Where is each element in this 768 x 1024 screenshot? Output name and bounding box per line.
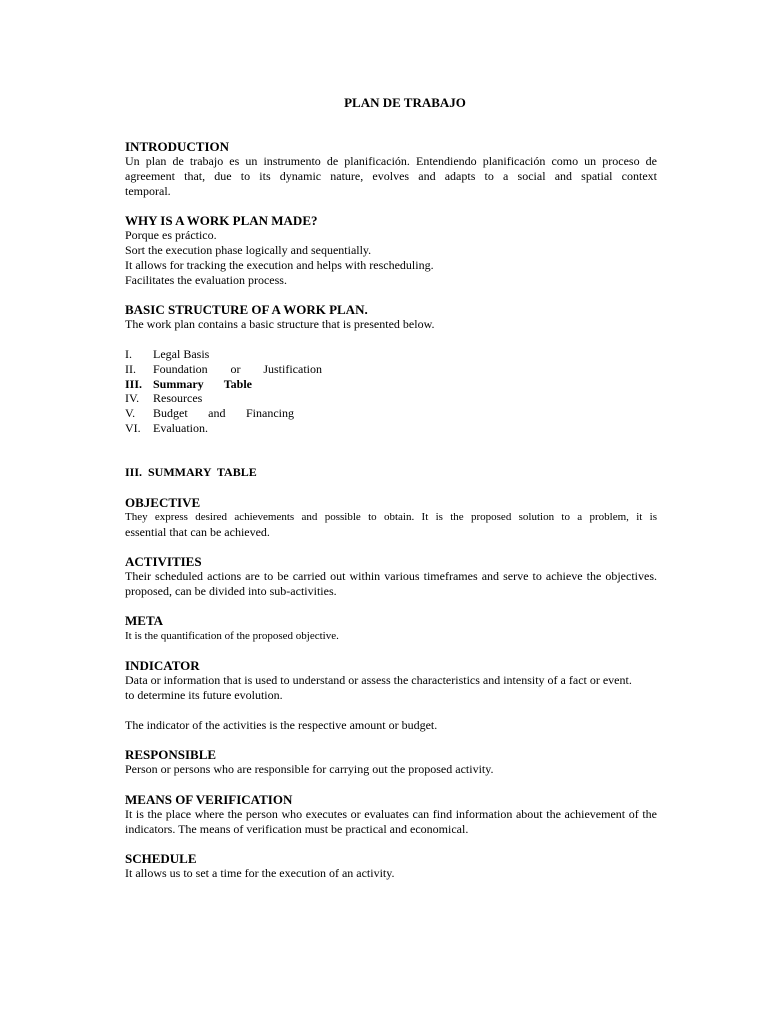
- why-heading: WHY IS A WORK PLAN MADE?: [125, 213, 318, 228]
- responsible-heading: RESPONSIBLE: [125, 747, 217, 762]
- schedule-line-1: It allows us to set a time for the execution of an activity.: [125, 866, 395, 880]
- item-number: IV.: [125, 391, 140, 405]
- structure-item-6: [125, 421, 208, 436]
- why-line-2: Sort the execution phase logically and sequentially.: [125, 243, 372, 257]
- why-line-4: Facilitates the evaluation process.: [125, 273, 287, 287]
- activities-line-2: proposed, can be divided into sub-activities.: [125, 584, 337, 598]
- item-word: Budget: [153, 406, 188, 420]
- structure-item-2: [125, 362, 322, 377]
- item-word: and: [208, 406, 226, 420]
- means-line-1: It is the place where the person who executes or evaluates can find information about the achievement of the: [125, 807, 657, 821]
- structure-item-3: [125, 377, 252, 392]
- item-word: Legal Basis: [153, 347, 210, 361]
- means-line-2: indicators. The means of verification must be practical and economical.: [125, 822, 469, 836]
- responsible-line-1: Person or persons who are responsible for carrying out the proposed activity.: [125, 762, 494, 776]
- summary-table-heading: III. SUMMARY TABLE: [125, 465, 257, 479]
- item-word: or: [230, 362, 241, 376]
- item-word: Summary: [153, 377, 204, 391]
- means-heading: MEANS OF VERIFICATION: [125, 792, 293, 807]
- indicator-heading: INDICATOR: [125, 658, 200, 673]
- item-word: Table: [223, 377, 252, 391]
- meta-heading: META: [125, 613, 164, 628]
- item-word: Justification: [263, 362, 322, 376]
- structure-item-1: [125, 347, 213, 362]
- activities-heading: ACTIVITIES: [125, 554, 202, 569]
- indicator-line-3: The indicator of the activities is the respective amount or budget.: [125, 718, 438, 732]
- document-title: PLAN DE TRABAJO: [344, 95, 466, 110]
- structure-item-4: [125, 391, 202, 406]
- introduction-line-3: temporal.: [125, 184, 171, 198]
- structure-intro: The work plan contains a basic structure that is presented below.: [125, 317, 435, 331]
- introduction-line-2: agreement that, due to its dynamic nature, evolves and adapts to a social and spatial context: [125, 169, 657, 183]
- item-number: III.: [125, 377, 143, 391]
- objective-heading: OBJECTIVE: [125, 495, 201, 510]
- item-word: Foundation: [153, 362, 208, 376]
- meta-line-1: It is the quantification of the proposed objective.: [125, 630, 339, 642]
- objective-line-2: essential that can be achieved.: [125, 525, 270, 539]
- item-word: Resources: [153, 391, 203, 405]
- indicator-line-1: Data or information that is used to understand or assess the characteristics and intensity of a fact or event.: [125, 673, 632, 687]
- objective-line-1: They express desired achievements and possible to obtain. It is the proposed solution to a problem, it is: [125, 511, 657, 523]
- why-line-3: It allows for tracking the execution and helps with rescheduling.: [125, 258, 434, 272]
- item-number: I.: [125, 347, 132, 361]
- item-word: Financing: [246, 406, 294, 420]
- indicator-line-2: to determine its future evolution.: [125, 688, 283, 702]
- item-word: Evaluation.: [153, 421, 208, 435]
- activities-line-1: Their scheduled actions are to be carried out within various timeframes and serve to achieve the objectives.: [125, 569, 657, 583]
- why-line-1: Porque es práctico.: [125, 228, 217, 242]
- item-number: VI.: [125, 421, 141, 435]
- item-number: V.: [125, 406, 136, 420]
- structure-item-5: [125, 406, 294, 421]
- introduction-heading: INTRODUCTION: [125, 139, 230, 154]
- introduction-line-1: Un plan de trabajo es un instrumento de planificación. Entendiendo planificación como un proceso de: [125, 154, 657, 168]
- item-number: II.: [125, 362, 136, 376]
- schedule-heading: SCHEDULE: [125, 851, 197, 866]
- structure-heading: BASIC STRUCTURE OF A WORK PLAN.: [125, 302, 368, 317]
